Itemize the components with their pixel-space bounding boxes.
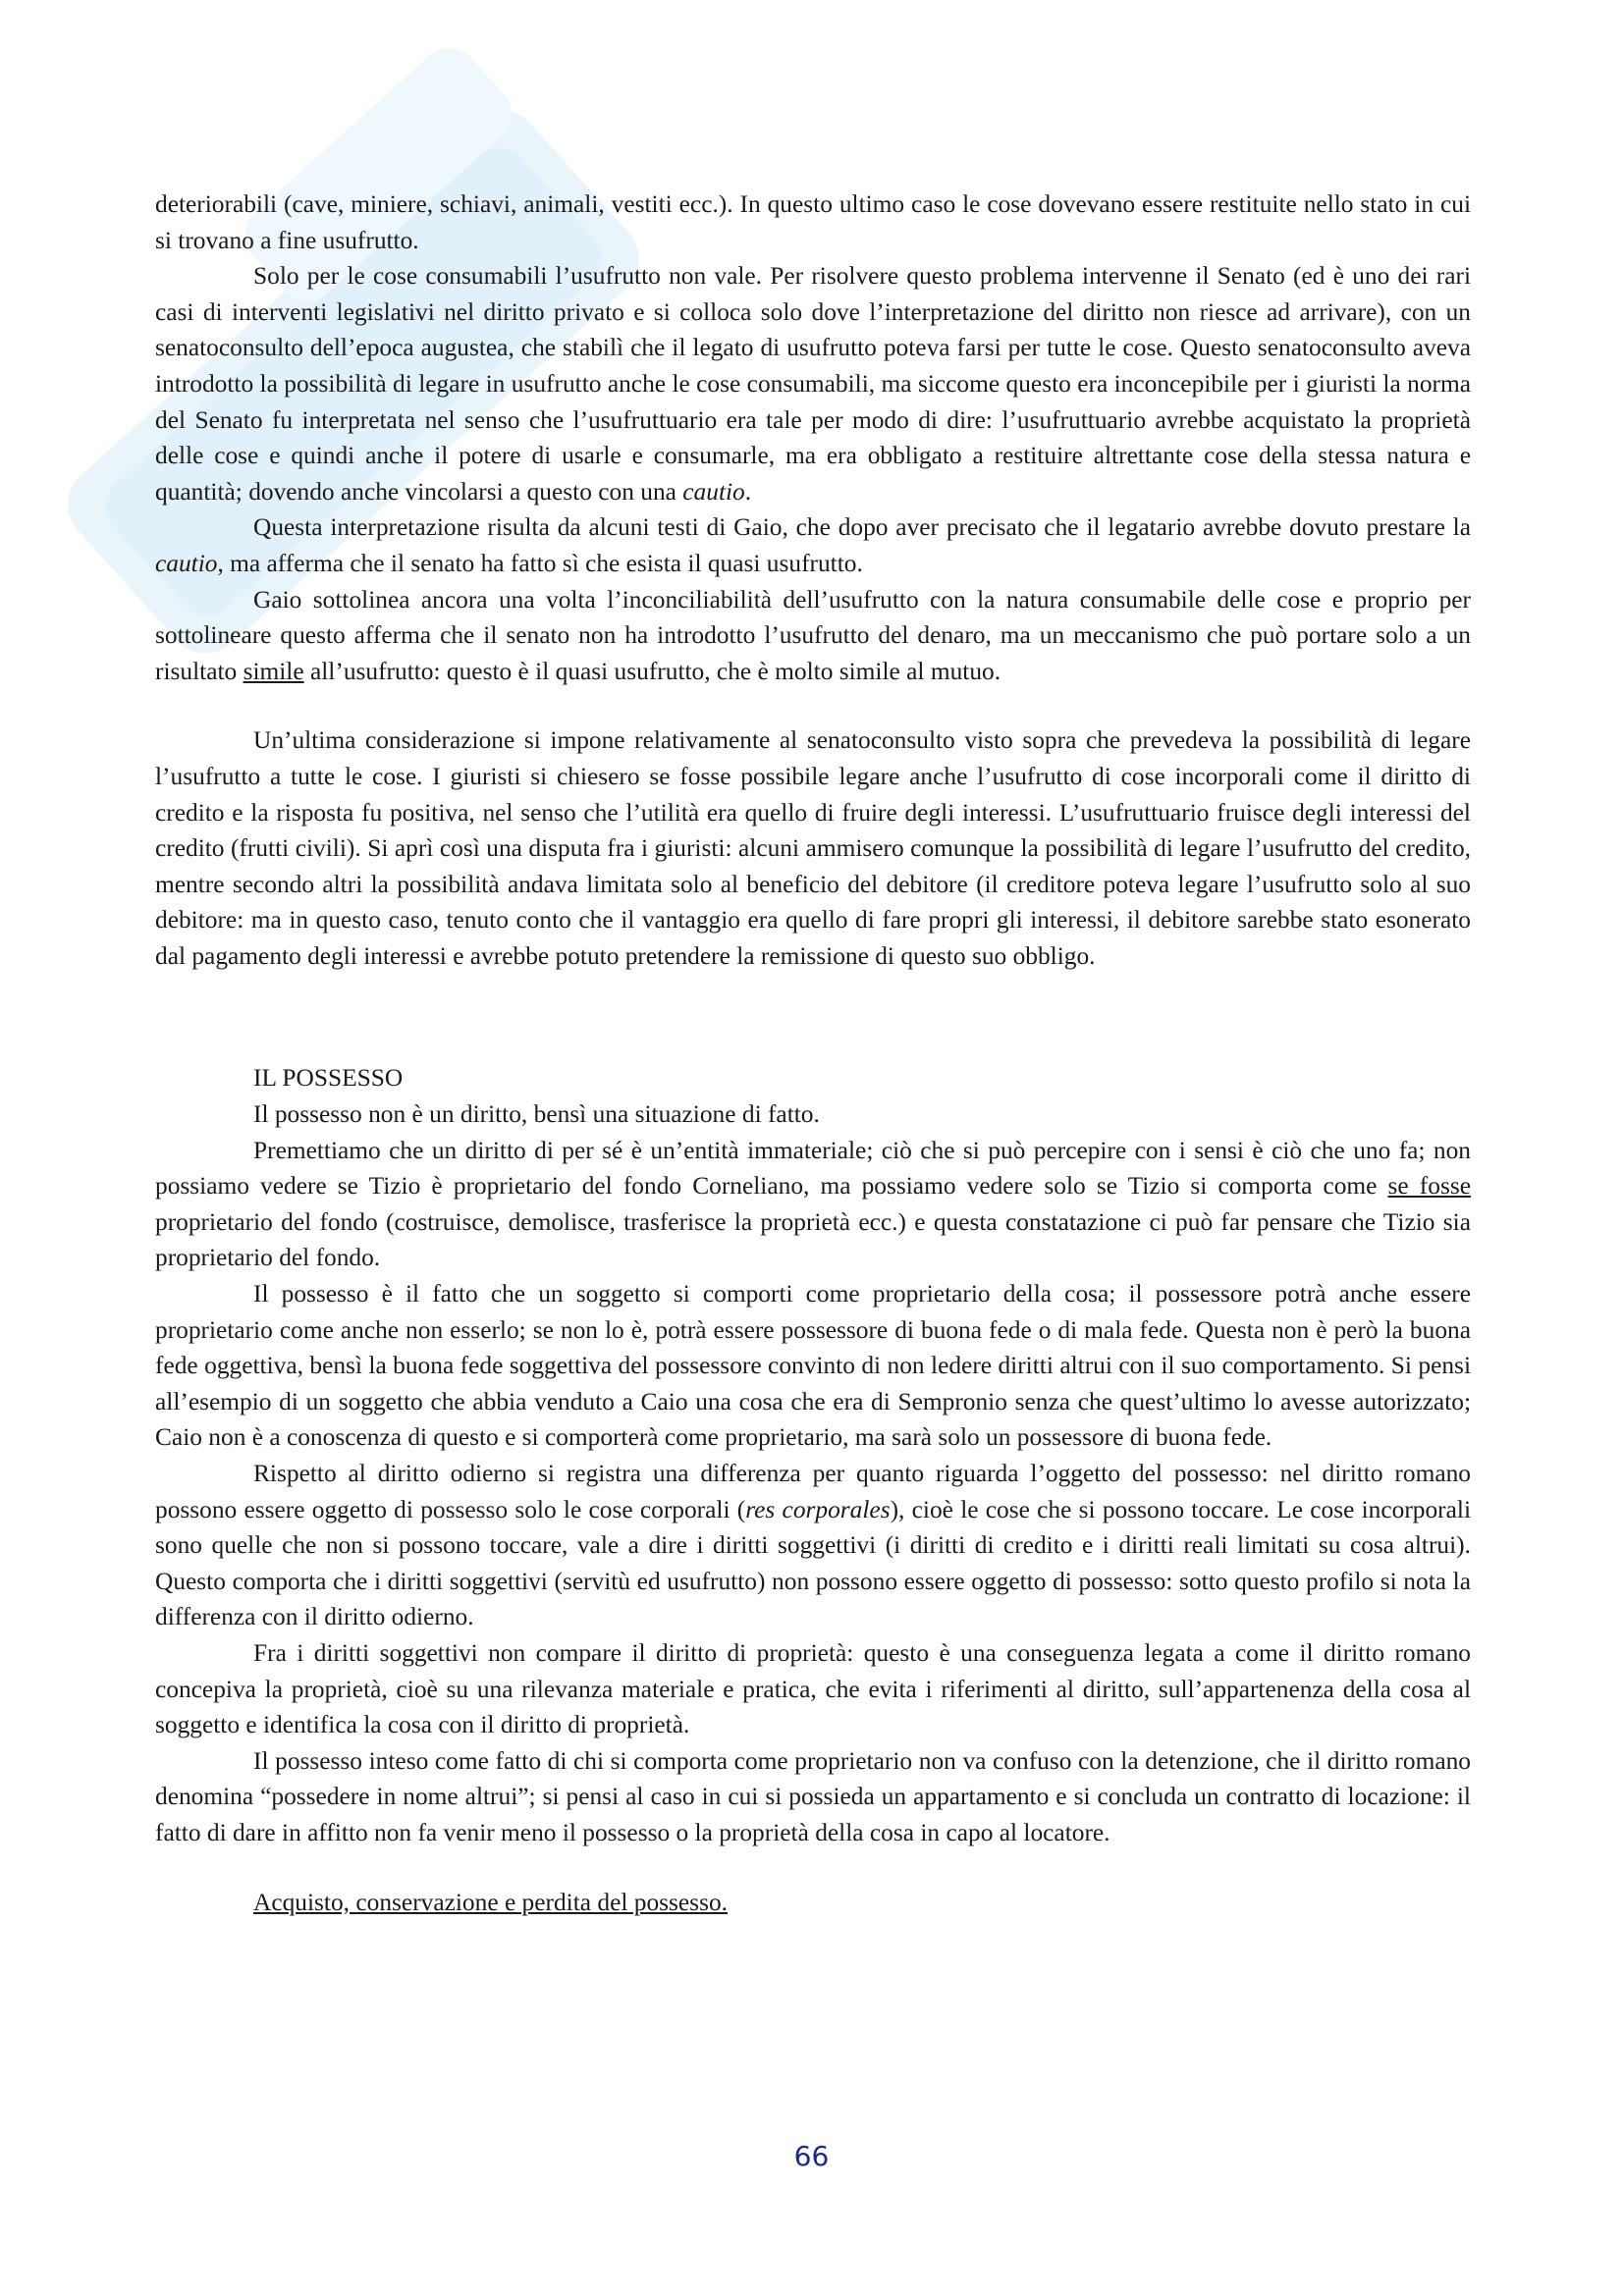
paragraph: Fra i diritti soggettivi non compare il diritto di proprietà: questo è una conseguenza legata a come il diritto romano concepiva la proprietà, cioè su una rilevanza materiale e pratica, che evita i riferimenti al diritto, sull’appartenenza della cosa al soggetto e identifica la cosa con il diritto di proprietà. (155, 1638, 1471, 1739)
page-number: 66 (793, 2140, 830, 2172)
paragraph: Questa interpretazione risulta da alcuni testi di Gaio, che dopo aver precisato che il legatario avrebbe dovuto prestare la cautio, ma afferma che il senato ha fatto sì che esista il quasi usufrutto. (155, 513, 1471, 577)
paragraph: Rispetto al diritto odierno si registra una differenza per quanto riguarda l’oggetto del possesso: nel diritto romano possono essere oggetto di possesso solo le cose corporali (res corporales), cioè le cose che si possono toccare. Le cose incorporali sono quelle che non si possono toccare, vale a dire i diritti soggettivi (i diritti di credito e i diritti reali limitati su cosa altrui). Questo comporta che i diritti soggettivi (servitù ed usufrutto) non possono essere oggetto di possesso: sotto questo profilo si nota la differenza con il diritto odierno. (155, 1460, 1471, 1631)
paragraph: Solo per le cose consumabili l’usufrutto non vale. Per risolvere questo problema intervenne il Senato (ed è uno dei rari casi di interventi legislativi nel diritto privato e si colloca solo dove l’interpretazione del diritto non riesce ad arrivare), con un senatoconsulto dell’epoca augustea, che stabilì che il legato di usufrutto poteva farsi per tutte le cose. Questo senatoconsulto aveva introdotto la possibilità di legare in usufrutto anche le cose consumabili, ma siccome questo era inconcepibile per i giuristi la norma del Senato fu interpretata nel senso che l’usufruttuario era tale per modo di dire: l’usufruttuario avrebbe acquistato la proprietà delle cose e quindi anche il potere di usarle e consumarle, ma era obbligato a restituire altrettante cose della stessa natura e quantità; dovendo anche vincolarsi a questo con una cautio. (155, 262, 1471, 506)
subsection-title: Acquisto, conservazione e perdita del possesso. (253, 1888, 728, 1916)
paragraph: Il possesso è il fatto che un soggetto si comporti come proprietario della cosa; il possessore potrà anche essere proprietario come anche non esserlo; se non lo è, potrà essere possessore di buona fede o di mala fede. Questa non è però la buona fede oggettiva, bensì la buona fede soggettiva del possessore convinto di non ledere diritti altrui con il suo comportamento. Si pensi all’esempio di un soggetto che abbia venduto a Caio una cosa che era di Sempronio senza che quest’ultimo lo avesse autorizzato; Caio non è a conoscenza di questo e si comporterà come proprietario, ma sarà solo un possessore di buona fede. (155, 1280, 1471, 1452)
paragraph: Il possesso inteso come fatto di chi si comporta come proprietario non va confuso con la detenzione, che il diritto romano denomina “possedere in nome altrui”; si pensi al caso in cui si possieda un appartamento e si concluda un contratto di locazione: il fatto di dare in affitto non fa venir meno il possesso o la proprietà della cosa in capo al locatore. (155, 1746, 1471, 1846)
document-body (155, 187, 1471, 1920)
paragraph: Gaio sottolinea ancora una volta l’inconciliabilità dell’usufrutto con la natura consumabile delle cose e proprio per sottolineare questo afferma che il senato non ha introdotto l’usufrutto del denaro, ma un meccanismo che può portare solo a un risultato simile all’usufrutto: questo è il quasi usufrutto, che è molto simile al mutuo. (155, 585, 1471, 685)
paragraph: deteriorabili (cave, miniere, schiavi, animali, vestiti ecc.). In questo ultimo caso le cose dovevano essere restituite nello stato in cui si trovano a fine usufrutto. (155, 190, 1471, 254)
section-title: IL POSSESSO (253, 1064, 404, 1093)
paragraph: Premettiamo che un diritto di per sé è un’entità immateriale; ciò che si può percepire con i sensi è ciò che uno fa; non possiamo vedere se Tizio è proprietario del fondo Corneliano, ma possiamo vedere solo se Tizio si comporta come se fosse proprietario del fondo (costruisce, demolisce, trasferisce la proprietà ecc.) e questa constatazione ci può far pensare che Tizio sia proprietario del fondo. (155, 1136, 1471, 1272)
paragraph: Il possesso non è un diritto, bensì una situazione di fatto. (253, 1100, 820, 1129)
paragraph: Un’ultima considerazione si impone relativamente al senatoconsulto visto sopra che prevedeva la possibilità di legare l’usufrutto a tutte le cose. I giuristi si chiesero se fosse possibile legare anche l’usufrutto di cose incorporali come il diritto di credito e la risposta fu positiva, nel senso che l’utilità era quello di fruire degli interessi. L’usufruttuario fruisce degli interessi del credito (frutti civili). Si aprì così una disputa fra i giuristi: alcuni ammisero comunque la possibilità di legare l’usufrutto del credito, mentre secondo altri la possibilità andava limitata solo al beneficio del debitore (il creditore poteva legare l’usufrutto solo al suo debitore: ma in questo caso, tenuto conto che il vantaggio era quello di fare propri gli interessi, il debitore sarebbe stato esonerato dal pagamento degli interessi e avrebbe potuto pretendere la remissione di questo suo obbligo. (155, 726, 1471, 970)
